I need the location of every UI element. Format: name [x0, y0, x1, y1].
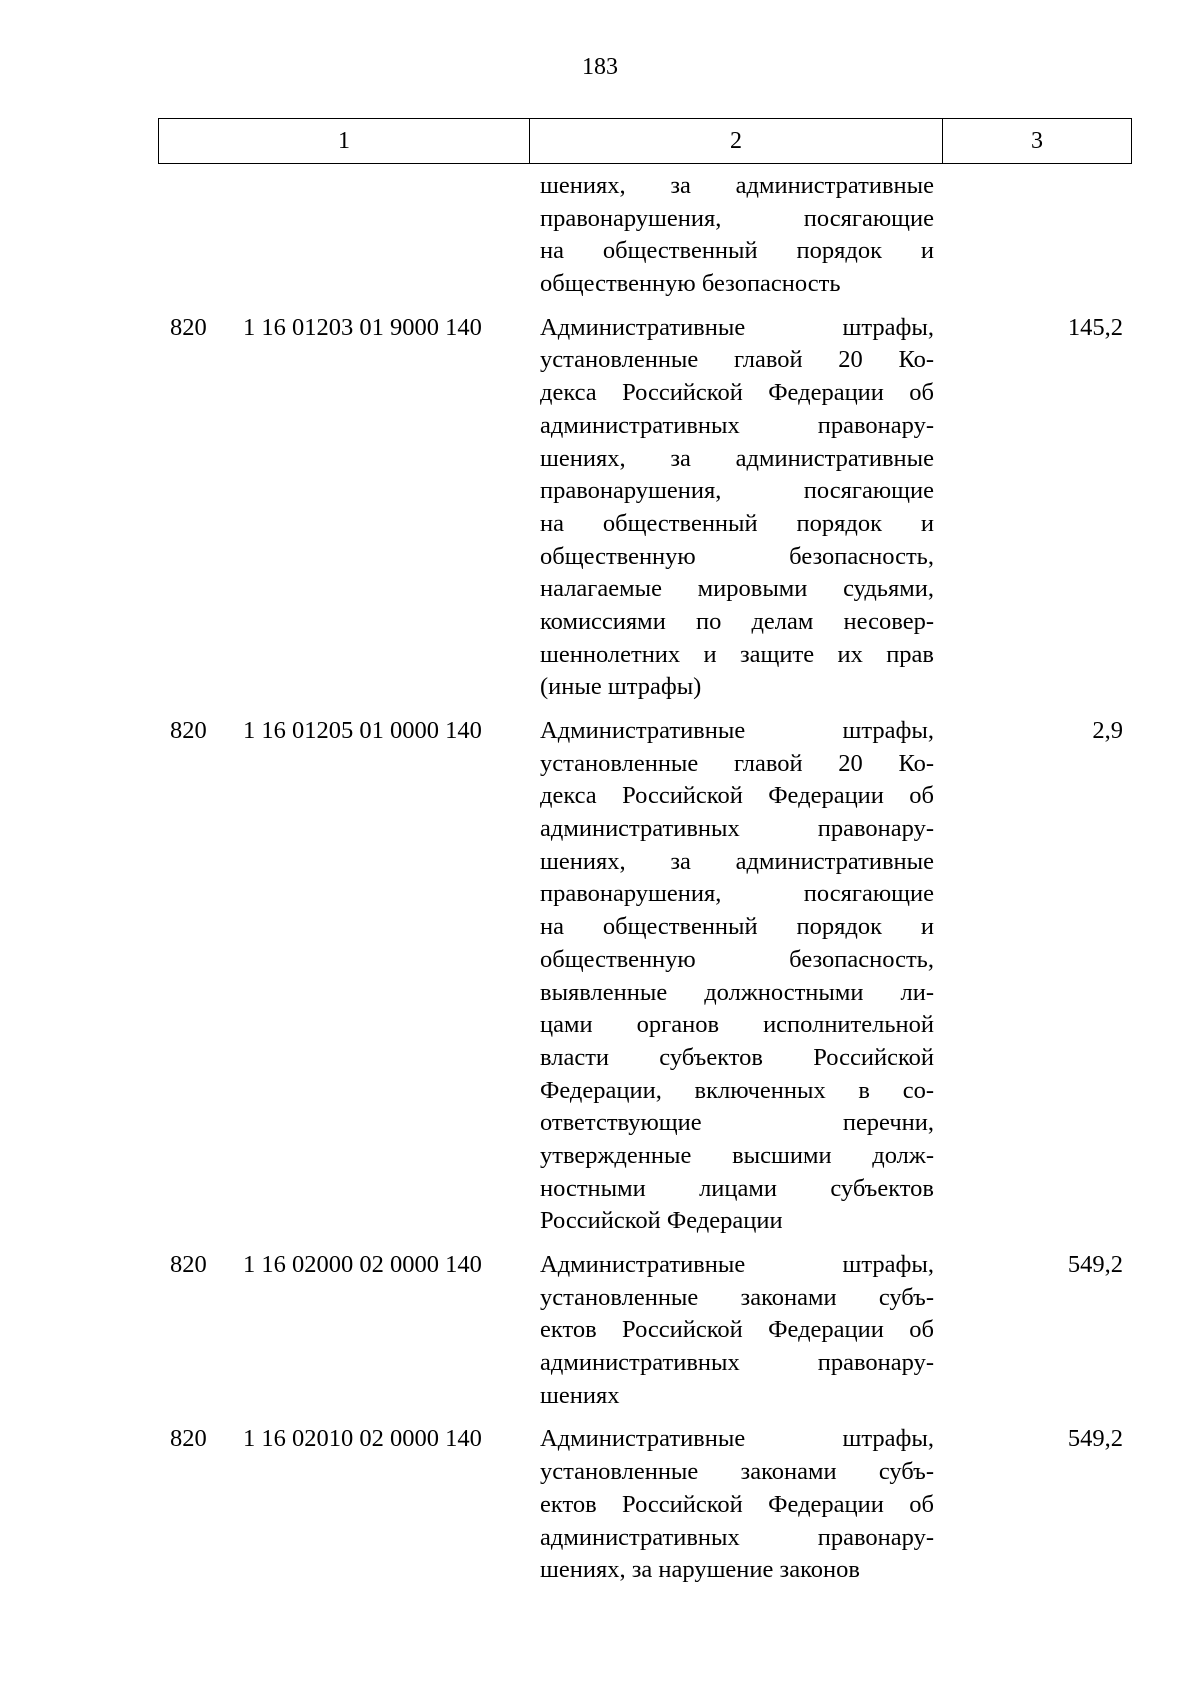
admin-code: 820	[170, 313, 207, 341]
description-line: власти субъектов Российской	[540, 1043, 934, 1071]
description-line: выявленные должностными ли-	[540, 978, 934, 1006]
amount: 549,2	[1067, 1425, 1123, 1453]
description-line: правонарушения, посягающие	[540, 880, 934, 908]
description-line: правонарушения, посягающие	[540, 477, 934, 505]
table-header	[158, 118, 1132, 164]
description-line: декса Российской Федерации об	[540, 782, 934, 810]
header-col-1: 1	[159, 119, 530, 163]
admin-code: 820	[170, 717, 207, 744]
description-line: административных правонару-	[540, 1349, 934, 1377]
description-line: ностными лицами субъектов	[540, 1174, 934, 1202]
amount: 549,2	[1067, 1251, 1123, 1278]
description-cell	[540, 1423, 934, 1586]
table-row	[0, 1249, 1200, 1412]
description-line: шениях	[540, 1381, 620, 1409]
table-body	[0, 170, 1200, 1598]
table-row-continuation	[0, 170, 1200, 301]
description-line: административных правонару-	[540, 815, 934, 843]
description-line: Федерации, включенных в со-	[540, 1076, 934, 1104]
description-line: установленные законами субъ-	[540, 1283, 934, 1311]
description-line: ответствующие перечни,	[540, 1109, 934, 1137]
description-line: шениях, за административные	[540, 172, 934, 199]
description-line: декса Российской Федерации об	[540, 379, 934, 407]
page-number: 183	[582, 54, 618, 80]
table-row	[0, 715, 1200, 1238]
description-line: общественную безопасность,	[540, 542, 934, 570]
header-col-2: 2	[530, 119, 943, 163]
table-row	[0, 312, 1200, 704]
description-cell	[540, 312, 934, 704]
description-line: установленные главой 20 Ко-	[540, 346, 934, 374]
description-line: шеннолетних и защите их прав	[540, 640, 934, 668]
budget-classification-code: 1 16 02010 02 0000 140	[243, 1425, 482, 1453]
description-line: Административные штрафы,	[540, 717, 934, 744]
header-col-3: 3	[1031, 127, 1043, 154]
admin-code: 820	[170, 1425, 207, 1453]
description-line: налагаемые мировыми судьями,	[540, 575, 934, 603]
description-line: ектов Российской Федерации об	[540, 1490, 934, 1518]
description-line: утвержденные высшими долж-	[540, 1141, 934, 1169]
description-line: Административные штрафы,	[540, 1251, 934, 1278]
description-line: цами органов исполнительной	[540, 1011, 934, 1039]
budget-classification-code: 1 16 02000 02 0000 140	[243, 1251, 482, 1278]
description-cell	[540, 715, 934, 1238]
description-line: комиссиями по делам несовер-	[540, 607, 934, 635]
description-line: установленные законами субъ-	[540, 1458, 934, 1486]
description-line: Российской Федерации	[540, 1207, 783, 1235]
description-line: Административные штрафы,	[540, 1425, 934, 1453]
description-line: шениях, за нарушение законов	[540, 1556, 860, 1584]
description-line: административных правонару-	[540, 411, 934, 439]
description-line: общественную безопасность,	[540, 945, 934, 973]
budget-classification-code: 1 16 01203 01 9000 140	[243, 313, 482, 341]
budget-classification-code: 1 16 01205 01 0000 140	[243, 717, 482, 744]
description-line: шениях, за административные	[540, 444, 934, 472]
admin-code: 820	[170, 1251, 207, 1278]
description-line: установленные главой 20 Ко-	[540, 749, 934, 777]
amount: 2,9	[1092, 717, 1123, 744]
description-line: (иные штрафы)	[540, 673, 702, 701]
description-line: Административные штрафы,	[540, 313, 934, 341]
description-line: на общественный порядок и	[540, 237, 934, 265]
amount: 145,2	[1067, 313, 1123, 341]
description-line: на общественный порядок и	[540, 509, 934, 537]
description-cell	[540, 170, 934, 301]
description-line: ектов Российской Федерации об	[540, 1316, 934, 1344]
description-line: на общественный порядок и	[540, 913, 934, 941]
description-line: общественную безопасность	[540, 270, 841, 298]
description-line: правонарушения, посягающие	[540, 204, 934, 232]
description-line: административных правонару-	[540, 1523, 934, 1551]
table-row	[0, 1423, 1200, 1586]
description-cell	[540, 1249, 934, 1412]
description-line: шениях, за административные	[540, 847, 934, 875]
